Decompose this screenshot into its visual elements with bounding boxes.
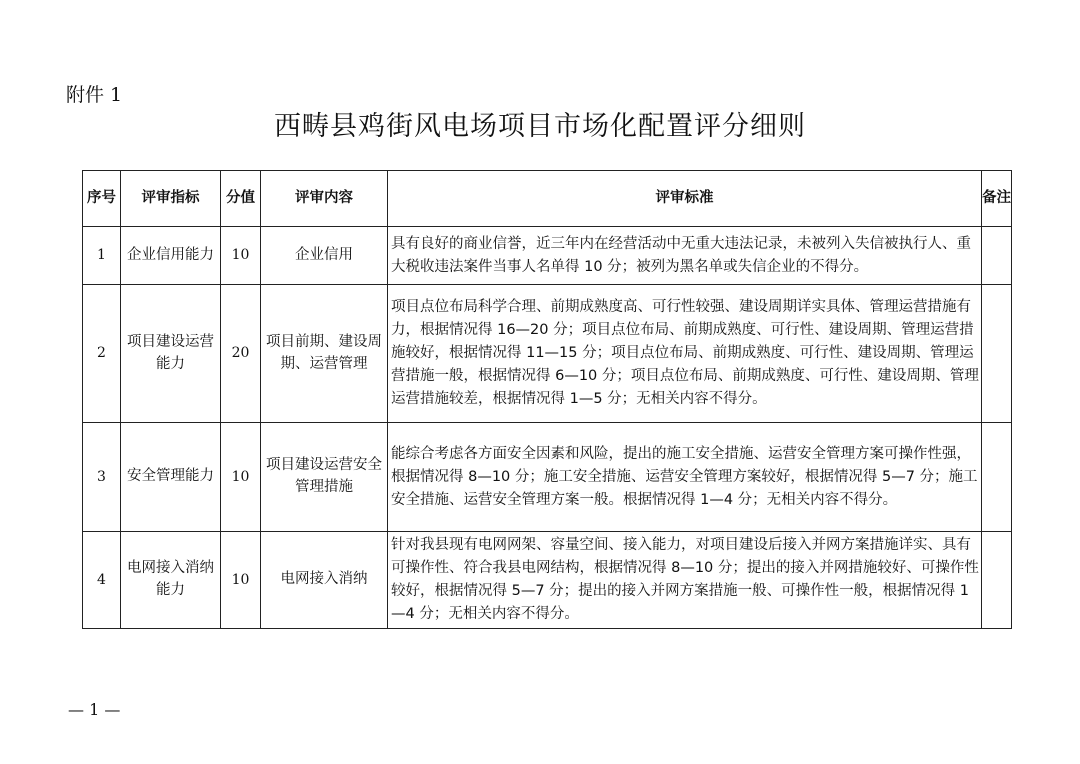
row-criteria: 能综合考虑各方面安全因素和风险，提出的施工安全措施、运营安全管理方案可操作性强，根据情况得 8—10 分；施工安全措施、运营安全管理方案较好，根据情况得 5—7 分；施工安全措施、运营安全管理方案一般。根据情况得 1—4 分；无相关内容不得分。	[388, 423, 982, 532]
row-indicator: 安全管理能力	[121, 423, 221, 532]
table-row	[83, 532, 1012, 629]
header-note: 备注	[982, 171, 1012, 227]
header-no: 序号	[83, 171, 121, 227]
header-indicator: 评审指标	[121, 171, 221, 227]
scoring-table	[82, 170, 1012, 629]
row-content: 项目前期、建设周期、运营管理	[261, 285, 388, 423]
header-score: 分值	[221, 171, 261, 227]
row-note	[982, 532, 1012, 629]
row-no: 4	[83, 532, 121, 629]
header-criteria: 评审标准	[388, 171, 982, 227]
row-content: 电网接入消纳	[261, 532, 388, 629]
table-row	[83, 423, 1012, 532]
row-indicator: 电网接入消纳能力	[121, 532, 221, 629]
row-criteria: 具有良好的商业信誉，近三年内在经营活动中无重大违法记录，未被列入失信被执行人、重大税收违法案件当事人名单得 10 分；被列为黑名单或失信企业的不得分。	[388, 227, 982, 285]
table-row	[83, 285, 1012, 423]
row-indicator: 企业信用能力	[121, 227, 221, 285]
row-no: 1	[83, 227, 121, 285]
page-number: — 1 —	[68, 700, 121, 719]
row-no: 2	[83, 285, 121, 423]
row-criteria: 针对我县现有电网网架、容量空间、接入能力，对项目建设后接入并网方案措施详实、具有可操作性、符合我县电网结构，根据情况得 8—10 分；提出的接入并网措施较好、可操作性较好，根据情况得 5—7 分；提出的接入并网方案措施一般、可操作性一般，根据情况得 1—4 分；无相关内容不得分。	[388, 532, 982, 629]
row-content: 企业信用	[261, 227, 388, 285]
row-note	[982, 227, 1012, 285]
row-score: 10	[221, 532, 261, 629]
row-score: 20	[221, 285, 261, 423]
row-note	[982, 285, 1012, 423]
row-indicator: 项目建设运营能力	[121, 285, 221, 423]
document-title: 西畴县鸡街风电场项目市场化配置评分细则	[274, 111, 806, 142]
annex-label: 附件 1	[66, 84, 123, 106]
row-criteria: 项目点位布局科学合理、前期成熟度高、可行性较强、建设周期详实具体、管理运营措施有力，根据情况得 16—20 分；项目点位布局、前期成熟度、可行性、建设周期、管理运营措施较好，根据情况得 11—15 分；项目点位布局、前期成熟度、可行性、建设周期、管理运营措施一般，根据情况得 6—10 分；项目点位布局、前期成熟度、可行性、建设周期、管理运营措施较差，根据情况得 1—5 分；无相关内容不得分。	[388, 285, 982, 423]
row-score: 10	[221, 227, 261, 285]
table-row	[83, 227, 1012, 285]
row-no: 3	[83, 423, 121, 532]
row-note	[982, 423, 1012, 532]
header-content: 评审内容	[261, 171, 388, 227]
table-header-row	[83, 171, 1012, 227]
row-content: 项目建设运营安全管理措施	[261, 423, 388, 532]
row-score: 10	[221, 423, 261, 532]
